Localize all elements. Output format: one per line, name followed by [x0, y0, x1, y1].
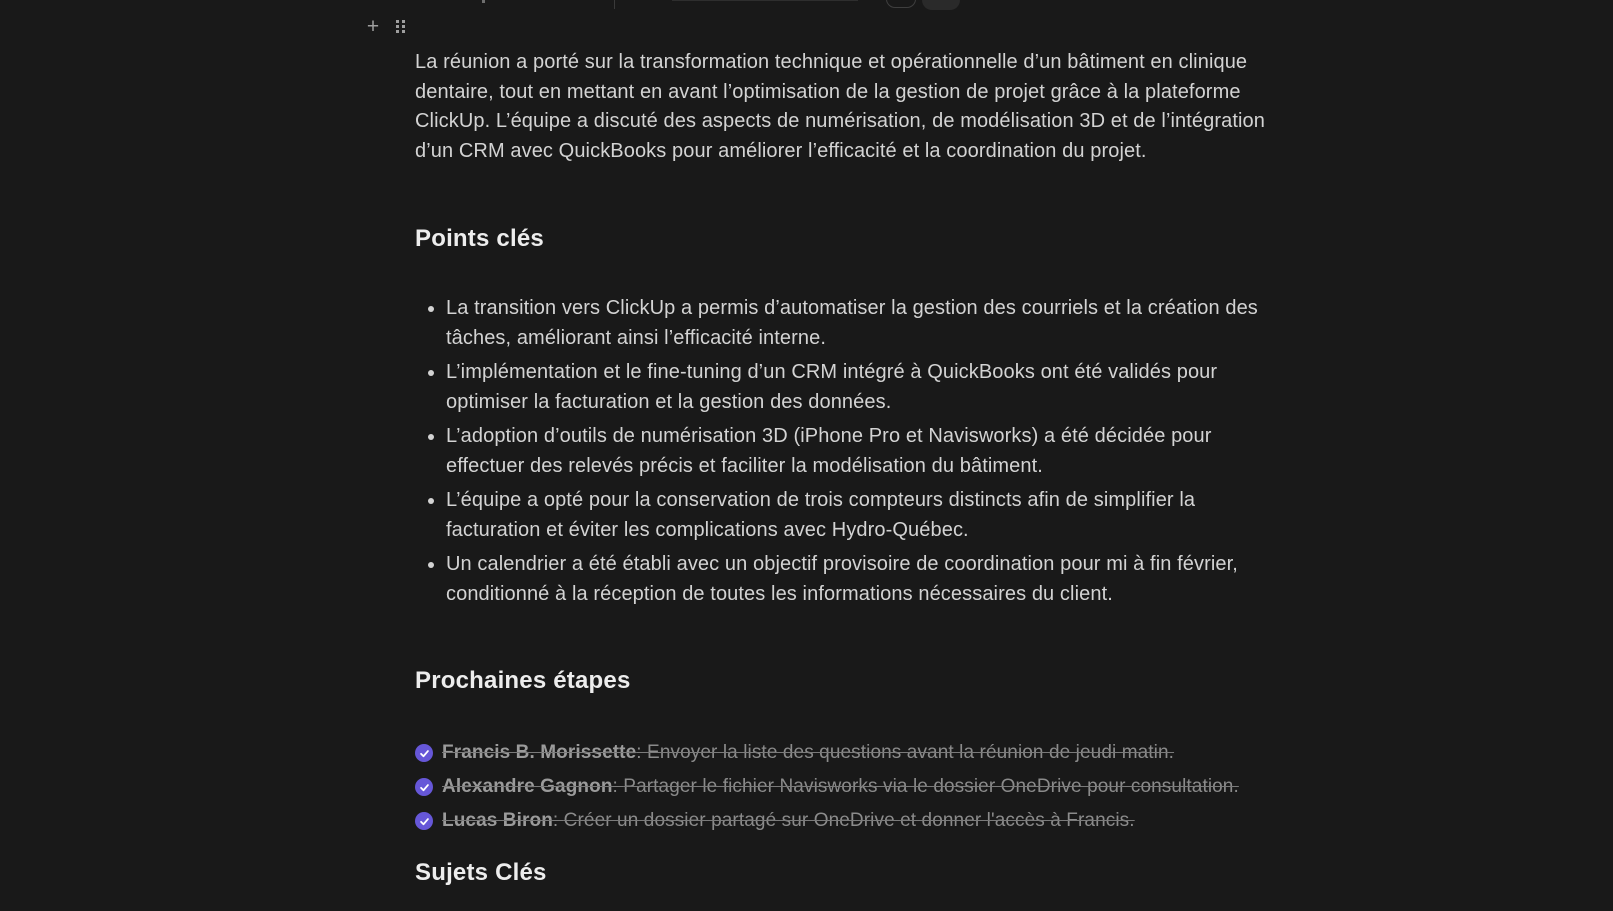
drag-handle-icon[interactable] [396, 20, 406, 34]
toolbar-fragment-outline-button [886, 0, 916, 8]
plus-icon: + [366, 15, 380, 38]
section-heading-prochaines-etapes[interactable]: Prochaines étapes [415, 667, 631, 694]
todo-assignee: Alexandre Gagnon [442, 776, 613, 797]
section-heading-sujets-cles[interactable]: Sujets Clés [415, 859, 547, 886]
todo-text: Alexandre Gagnon: Partager le fichier Navisworks via le dossier OneDrive pour consultation. [442, 776, 1239, 797]
todo-text: Francis B. Morissette: Envoyer la liste des questions avant la réunion de jeudi matin. [442, 742, 1175, 763]
top-toolbar-fragments [0, 0, 1613, 12]
list-item[interactable]: La transition vers ClickUp a permis d’automatiser la gestion des courriels et la création des tâches, améliorant ainsi l’efficacité interne. [415, 294, 1275, 353]
list-item[interactable]: L’équipe a opté pour la conservation de trois compteurs distincts afin de simplifier la facturation et éviter les complications avec Hydro-Québec. [415, 486, 1275, 545]
summary-paragraph[interactable]: La réunion a porté sur la transformation technique et opérationnelle d’un bâtiment en clinique dentaire, tout en mettant en avant l’optimisation de la gestion de projet grâce à la plateforme ClickUp. L’équipe a discuté des aspects de numérisation, de modélisation 3D et de l’intégration d’un CRM avec QuickBooks pour améliorer l’efficacité et la coordination du projet. [415, 51, 1265, 162]
block-controls [363, 17, 406, 37]
todo-task: Créer un dossier partagé sur OneDrive et donner l'accès à Francis. [563, 810, 1135, 831]
add-block-button[interactable] [363, 17, 383, 37]
checked-checkbox-icon[interactable] [415, 812, 433, 830]
checked-checkbox-icon[interactable] [415, 778, 433, 796]
toolbar-fragment-dot [482, 0, 485, 3]
list-item[interactable]: L’implémentation et le fine-tuning d’un CRM intégré à QuickBooks ont été validés pour optimiser la facturation et la gestion des données. [415, 358, 1275, 417]
todo-task: Partager le fichier Navisworks via le dossier OneDrive pour consultation. [623, 776, 1239, 797]
todo-assignee: Francis B. Morissette [442, 742, 637, 763]
todo-item[interactable] [415, 770, 1295, 804]
todo-item[interactable] [415, 736, 1295, 770]
todo-assignee: Lucas Biron [442, 810, 553, 831]
toolbar-fragment-edge [672, 0, 858, 1]
checkmark-icon [419, 816, 430, 827]
checkmark-icon [419, 748, 430, 759]
toolbar-fragment-divider [614, 0, 615, 9]
todo-task: Envoyer la liste des questions avant la réunion de jeudi matin. [647, 742, 1175, 763]
list-item[interactable]: Un calendrier a été établi avec un objectif provisoire de coordination pour mi à fin février, conditionné à la réception de toutes les informations nécessaires du client. [415, 550, 1275, 609]
todo-text: Lucas Biron: Créer un dossier partagé sur OneDrive et donner l'accès à Francis. [442, 810, 1135, 831]
checked-checkbox-icon[interactable] [415, 744, 433, 762]
next-steps-todo-list [415, 736, 1295, 838]
key-points-list [415, 294, 1275, 614]
section-heading-points-cles[interactable]: Points clés [415, 225, 544, 252]
toolbar-fragment-filled-button [922, 0, 960, 10]
checkmark-icon [419, 782, 430, 793]
todo-item[interactable] [415, 804, 1295, 838]
list-item[interactable]: L’adoption d’outils de numérisation 3D (iPhone Pro et Navisworks) a été décidée pour effectuer des relevés précis et faciliter la modélisation du bâtiment. [415, 422, 1275, 481]
